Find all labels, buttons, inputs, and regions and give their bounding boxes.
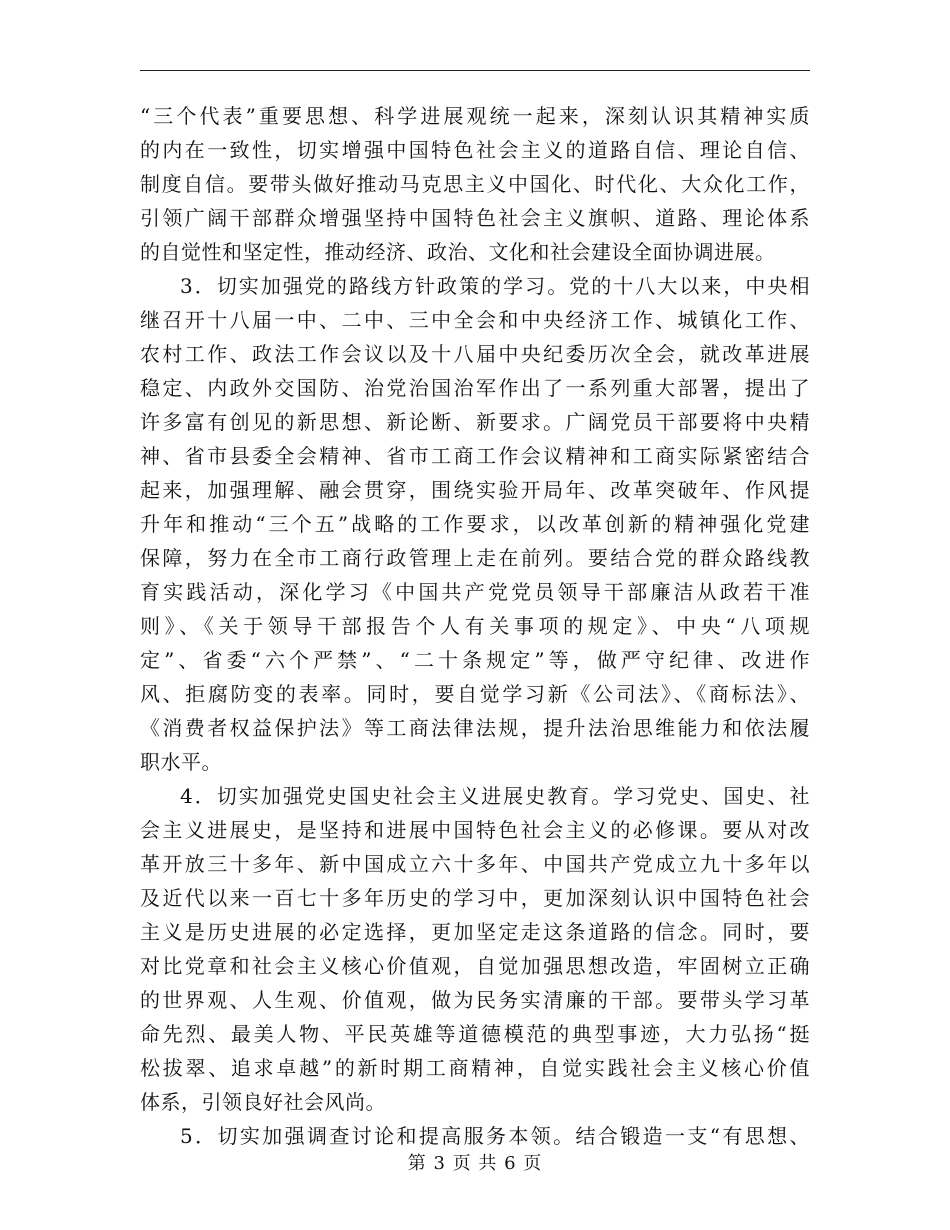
- text-line: 则》、《关于领导干部报告个人有关事项的规定》、中央“八项规: [140, 614, 810, 638]
- text-line: 松拔翠、追求卓越”的新时期工商精神，自觉实践社会主义核心价值: [140, 1056, 810, 1080]
- text-line: 的内在一致性，切实增强中国特色社会主义的道路自信、理论自信、: [140, 138, 810, 162]
- text-line: 育实践活动，深化学习《中国共产党党员领导干部廉洁从政若干准: [140, 580, 810, 604]
- text-line: 及近代以来一百七十多年历史的学习中，更加深刻认识中国特色社会: [140, 886, 810, 910]
- text-line: 神、省市县委全会精神、省市工商工作会议精神和工商实际紧密结合: [140, 444, 810, 468]
- text-line: 引领广阔干部群众增强坚持中国特色社会主义旗帜、道路、理论体系: [140, 206, 810, 230]
- text-line: 许多富有创见的新思想、新论断、新要求。广阔党员干部要将中央精: [140, 410, 810, 434]
- text-line: 定”、省委“六个严禁”、“二十条规定”等，做严守纪律、改进作: [140, 648, 810, 672]
- text-line: 对比党章和社会主义核心价值观，自觉加强思想改造，牢固树立正确: [140, 954, 810, 978]
- text-line: 升年和推动“三个五”战略的工作要求，以改革创新的精神强化党建: [140, 512, 810, 536]
- text-line: 4．切实加强党史国史社会主义进展史教育。学习党史、国史、社: [180, 784, 810, 808]
- text-line: 主义是历史进展的必定选择，更加坚定走这条道路的信念。同时，要: [140, 920, 810, 944]
- text-line: 起来，加强理解、融会贯穿，围绕实验开局年、改革突破年、作风提: [140, 478, 810, 502]
- text-line: 的自觉性和坚定性，推动经济、政治、文化和社会建设全面协调进展。: [140, 240, 776, 264]
- text-line: 继召开十八届一中、二中、三中全会和中央经济工作、城镇化工作、: [140, 308, 810, 332]
- page-footer: [0, 1152, 950, 1176]
- text-line: 5．切实加强调查讨论和提高服务本领。结合锻造一支“有思想、: [180, 1124, 810, 1148]
- text-line: 职水平。: [140, 750, 222, 774]
- page-number-label: 第 3 页 共 6 页: [407, 1153, 543, 1174]
- text-line: 体系，引领良好社会风尚。: [140, 1090, 386, 1114]
- text-line: 农村工作、政法工作会议以及十八届中央纪委历次全会，就改革进展: [140, 342, 810, 366]
- text-line: “三个代表”重要思想、科学进展观统一起来，深刻认识其精神实质: [140, 104, 810, 128]
- document-body: [140, 99, 810, 1153]
- text-line: 制度自信。要带头做好推动马克思主义中国化、时代化、大众化工作，: [140, 172, 810, 196]
- text-line: 革开放三十多年、新中国成立六十多年、中国共产党成立九十多年以: [140, 852, 810, 876]
- text-line: 命先烈、最美人物、平民英雄等道德模范的典型事迹，大力弘扬“挺: [140, 1022, 810, 1046]
- text-line: 风、拒腐防变的表率。同时，要自觉学习新《公司法》、《商标法》、: [140, 682, 810, 706]
- header-rule: [140, 70, 810, 71]
- text-line: 保障，努力在全市工商行政管理上走在前列。要结合党的群众路线教: [140, 546, 810, 570]
- text-line: 3．切实加强党的路线方针政策的学习。党的十八大以来，中央相: [180, 274, 810, 298]
- text-line: 的世界观、人生观、价值观，做为民务实清廉的干部。要带头学习革: [140, 988, 810, 1012]
- text-line: 稳定、内政外交国防、治党治国治军作出了一系列重大部署，提出了: [140, 376, 810, 400]
- text-line: 会主义进展史，是坚持和进展中国特色社会主义的必修课。要从对改: [140, 818, 810, 842]
- text-line: 《消费者权益保护法》等工商法律法规，提升法治思维能力和依法履: [140, 716, 810, 740]
